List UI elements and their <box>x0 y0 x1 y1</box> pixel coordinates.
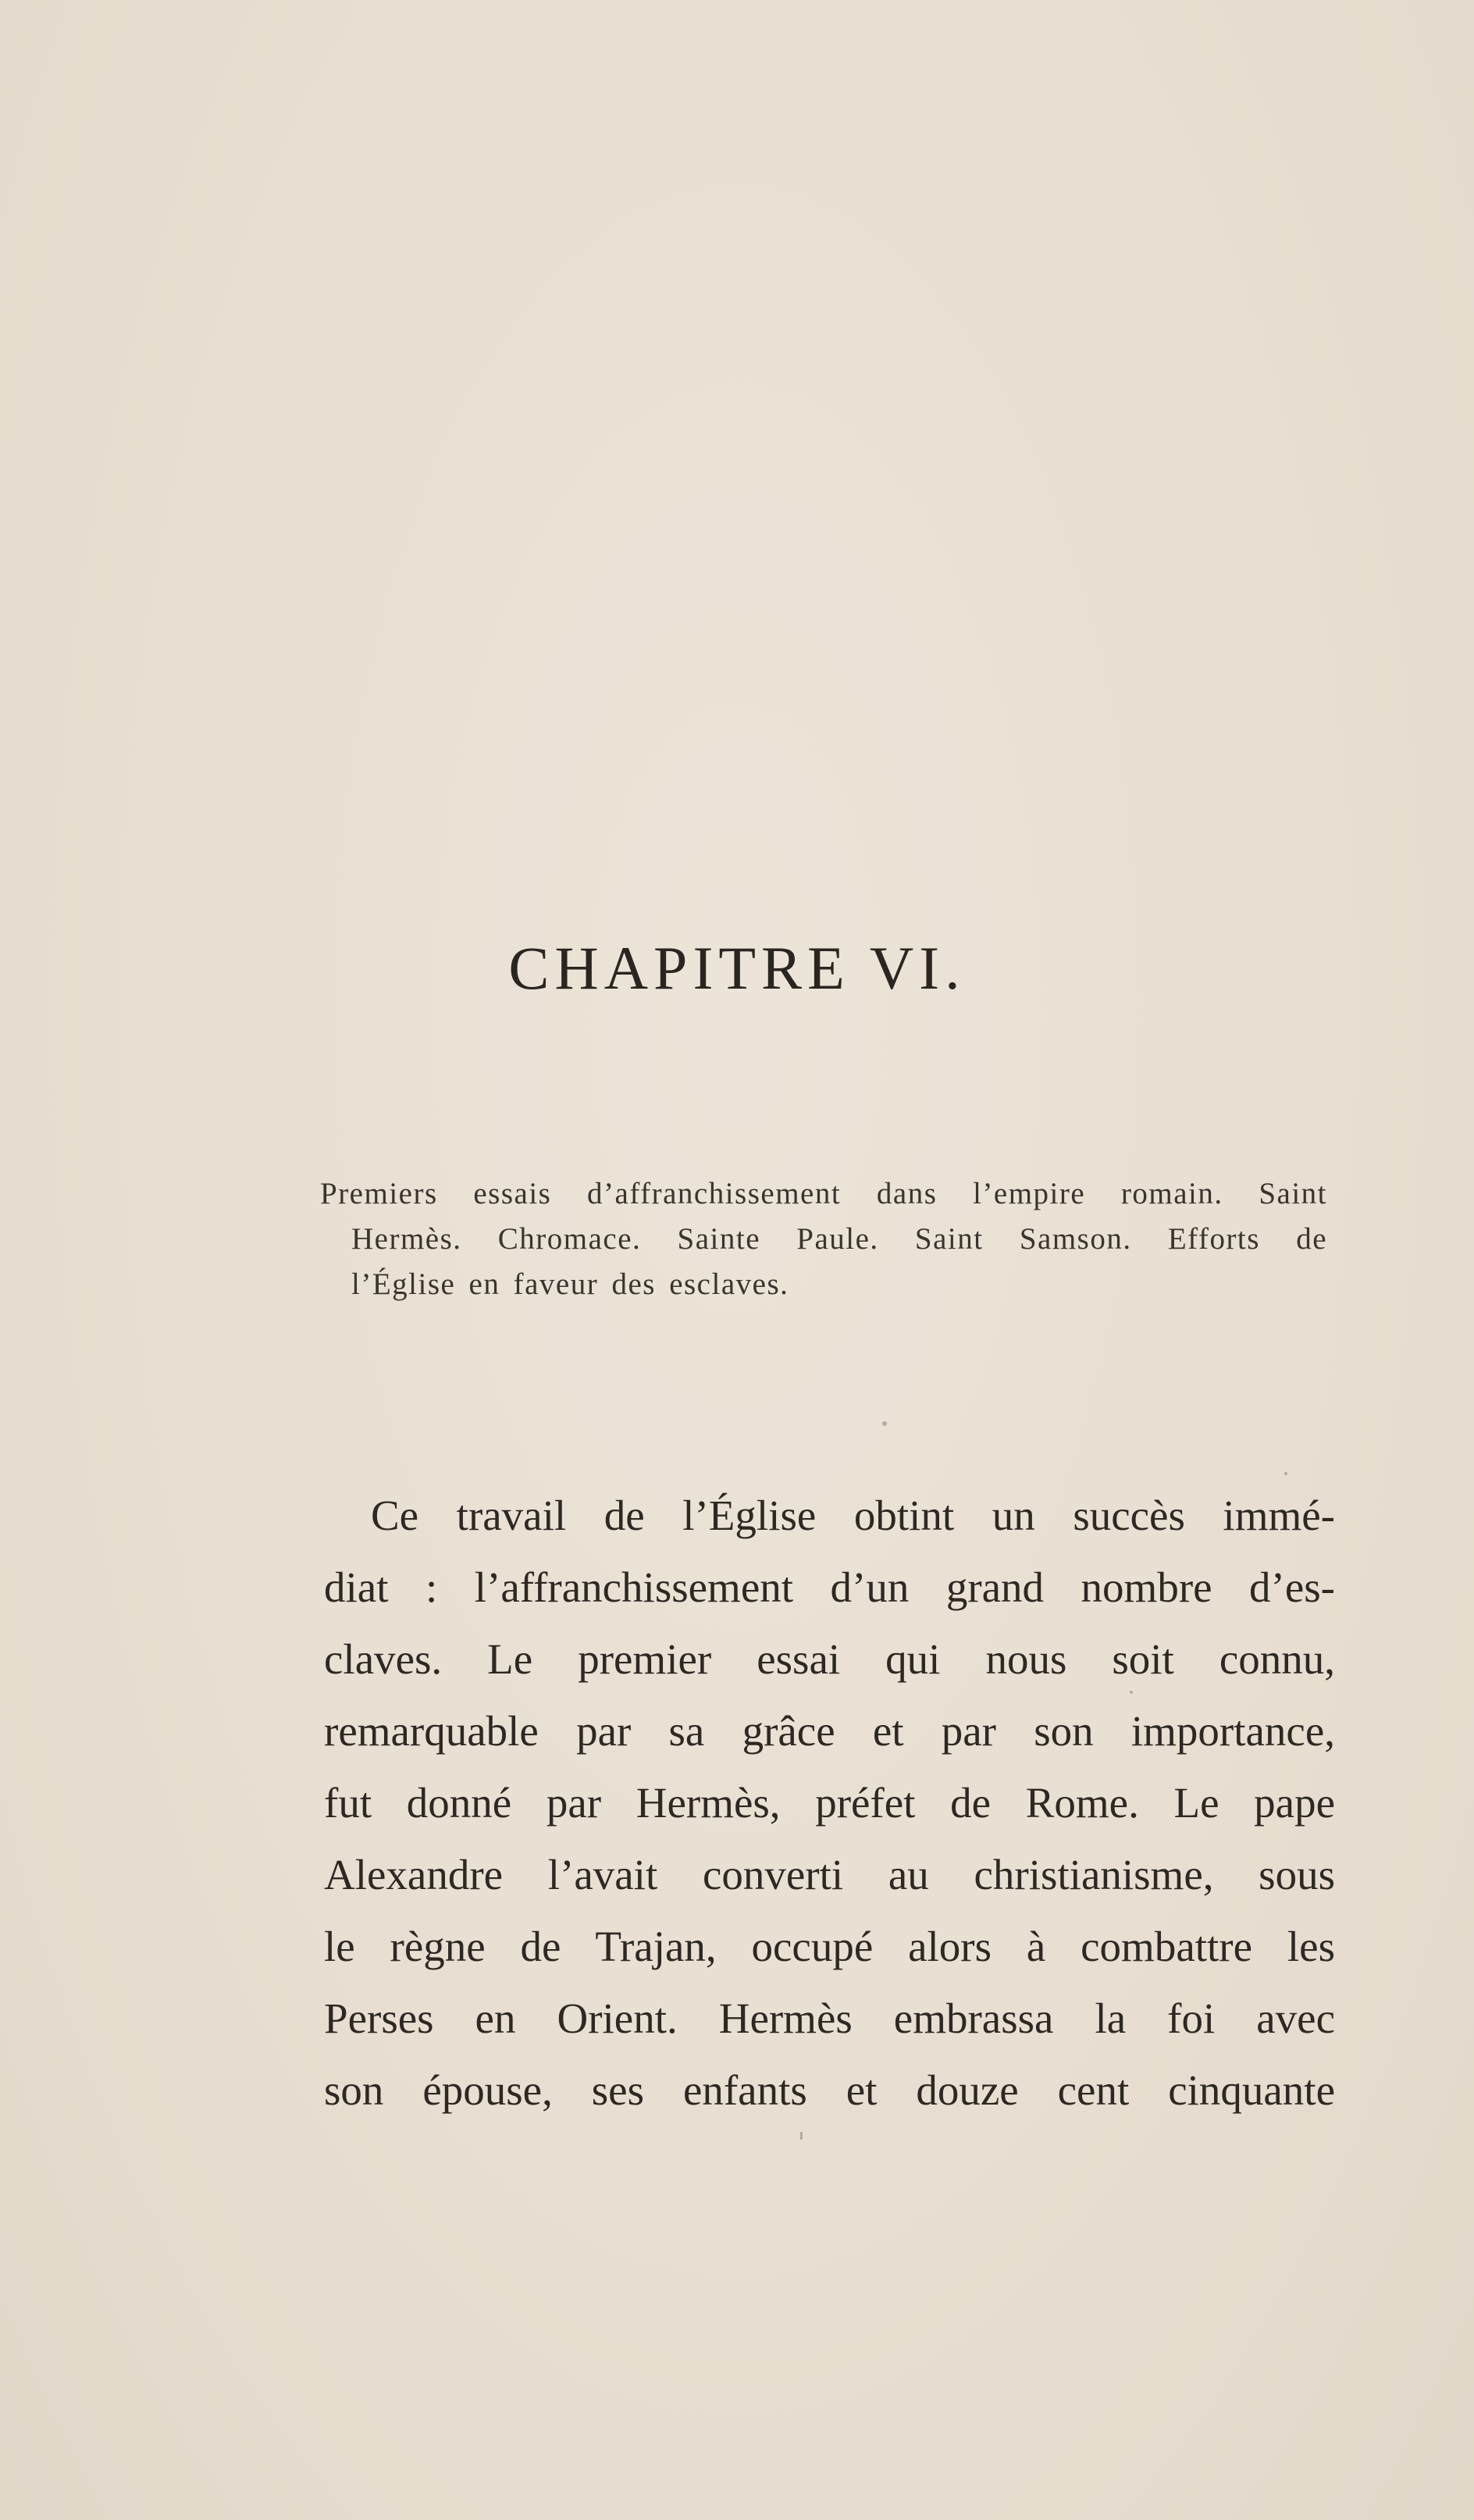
body-paragraph <box>324 1480 1335 2126</box>
body-line: son épouse, ses enfants et douze cent cinquante <box>324 2066 1335 2114</box>
body-line: Alexandre l’avait converti au christianisme, sous <box>324 1851 1335 1898</box>
paper-speck <box>800 2132 803 2140</box>
paper-speck <box>882 1421 887 1426</box>
chapter-summary <box>320 1171 1327 1307</box>
body-line: fut donné par Hermès, préfet de Rome. Le pape <box>324 1779 1335 1827</box>
summary-line: Hermès. Chromace. Sainte Paule. Saint Samson. Efforts de <box>351 1222 1327 1256</box>
summary-line: Premiers essais d’affranchissement dans l’empire romain. Saint <box>320 1177 1327 1210</box>
body-line: diat : l’affranchissement d’un grand nombre d’es- <box>324 1563 1335 1611</box>
body-line: claves. Le premier essai qui nous soit connu, <box>324 1635 1335 1683</box>
chapter-title: CHAPITRE VI. <box>508 934 966 1002</box>
body-line: remarquable par sa grâce et par son importance, <box>324 1707 1335 1755</box>
body-line: le règne de Trajan, occupé alors à combattre les <box>324 1923 1335 1970</box>
paper-speck <box>1130 1691 1133 1694</box>
body-line: Perses en Orient. Hermès embrassa la foi avec <box>324 1994 1335 2042</box>
paper-speck <box>1284 1472 1287 1475</box>
summary-line: l’Église en faveur des esclaves. <box>351 1267 789 1301</box>
body-line: Ce travail de l’Église obtint un succès immé- <box>371 1492 1335 1539</box>
